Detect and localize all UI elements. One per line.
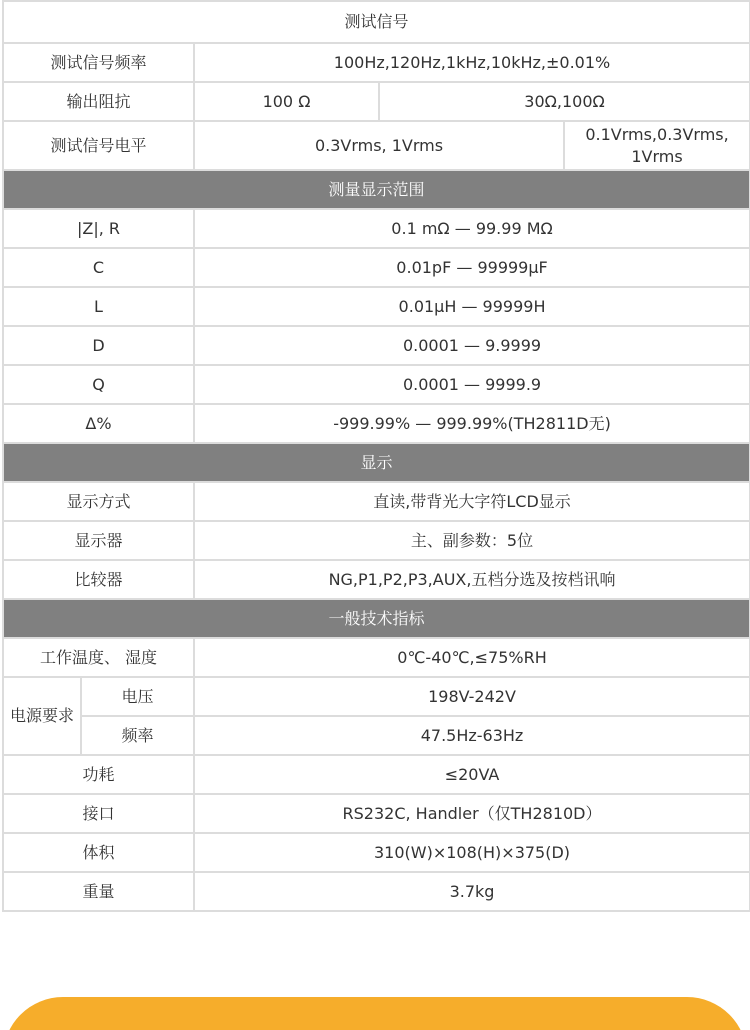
row-value: 直读,带背光大字符LCD显示 xyxy=(194,482,750,521)
table-row xyxy=(3,677,750,716)
table-row xyxy=(3,82,750,121)
table-row xyxy=(3,872,750,911)
row-sublabel: 频率 xyxy=(81,716,194,755)
row-value: 0.1Vrms,0.3Vrms, 1Vrms xyxy=(564,121,750,170)
row-label: 功耗 xyxy=(3,755,194,794)
table-row xyxy=(3,209,750,248)
section-title: 显示 xyxy=(3,443,750,482)
section-header-display xyxy=(3,443,750,482)
row-label: C xyxy=(3,248,194,287)
row-label: 测试信号频率 xyxy=(3,43,194,82)
section-header-general xyxy=(3,599,750,638)
row-label: Δ% xyxy=(3,404,194,443)
row-value: 0.01pF — 99999μF xyxy=(194,248,750,287)
row-label: Q xyxy=(3,365,194,404)
table-row xyxy=(3,521,750,560)
row-label: 电源要求 xyxy=(3,677,81,755)
section-header-test-signal xyxy=(3,1,750,43)
row-label: |Z|, R xyxy=(3,209,194,248)
row-label: 工作温度、 湿度 xyxy=(3,638,194,677)
row-value: 310(W)×108(H)×375(D) xyxy=(194,833,750,872)
table-row xyxy=(3,287,750,326)
spec-table xyxy=(2,0,750,912)
row-value: 30Ω,100Ω xyxy=(379,82,750,121)
row-value: 0.0001 — 9.9999 xyxy=(194,326,750,365)
row-value: 主、副参数：5位 xyxy=(194,521,750,560)
table-row xyxy=(3,755,750,794)
row-value: 0.0001 — 9999.9 xyxy=(194,365,750,404)
row-value: RS232C, Handler（仅TH2810D） xyxy=(194,794,750,833)
row-value: 3.7kg xyxy=(194,872,750,911)
row-value: 0.1 mΩ — 99.99 MΩ xyxy=(194,209,750,248)
row-label: 体积 xyxy=(3,833,194,872)
row-label: D xyxy=(3,326,194,365)
table-row xyxy=(3,326,750,365)
table-row xyxy=(3,716,750,755)
row-value: 0.01μH — 99999H xyxy=(194,287,750,326)
row-label: 显示器 xyxy=(3,521,194,560)
row-value: 198V-242V xyxy=(194,677,750,716)
row-value: ≤20VA xyxy=(194,755,750,794)
table-row xyxy=(3,121,750,170)
row-value: NG,P1,P2,P3,AUX,五档分选及按档讯响 xyxy=(194,560,750,599)
row-label: 输出阻抗 xyxy=(3,82,194,121)
table-row xyxy=(3,482,750,521)
row-value: 100 Ω xyxy=(194,82,379,121)
row-value: 100Hz,120Hz,1kHz,10kHz,±0.01% xyxy=(194,43,750,82)
row-value: 0℃-40℃,≤75%RH xyxy=(194,638,750,677)
table-row xyxy=(3,638,750,677)
row-label: 接口 xyxy=(3,794,194,833)
table-row xyxy=(3,248,750,287)
row-label: 比较器 xyxy=(3,560,194,599)
row-sublabel: 电压 xyxy=(81,677,194,716)
row-value: 47.5Hz-63Hz xyxy=(194,716,750,755)
row-label: 重量 xyxy=(3,872,194,911)
section-header-display-range xyxy=(3,170,750,209)
section-title: 一般技术指标 xyxy=(3,599,750,638)
table-row xyxy=(3,560,750,599)
table-row xyxy=(3,365,750,404)
section-title: 测量显示范围 xyxy=(3,170,750,209)
row-value: -999.99% — 999.99%(TH2811D无) xyxy=(194,404,750,443)
row-label: 显示方式 xyxy=(3,482,194,521)
row-label: 测试信号电平 xyxy=(3,121,194,170)
table-row xyxy=(3,43,750,82)
row-label: L xyxy=(3,287,194,326)
bottom-banner xyxy=(3,997,747,1030)
table-row xyxy=(3,833,750,872)
table-row xyxy=(3,794,750,833)
section-title: 测试信号 xyxy=(3,1,750,43)
table-row xyxy=(3,404,750,443)
row-value: 0.3Vrms, 1Vrms xyxy=(194,121,564,170)
